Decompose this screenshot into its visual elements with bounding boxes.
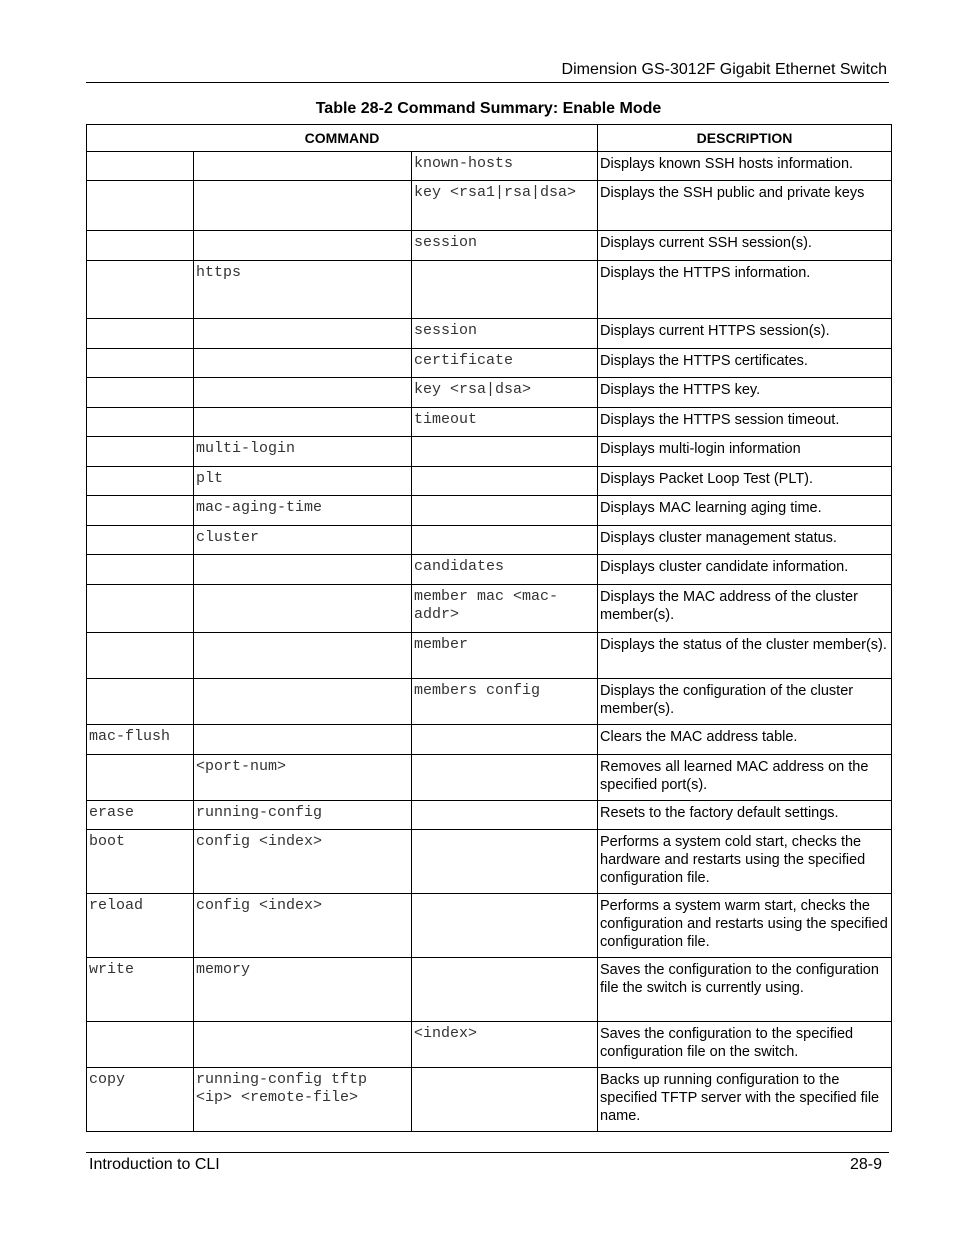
description-cell: Displays multi-login information xyxy=(598,437,892,467)
description-cell: Performs a system warm start, checks the configuration and restarts using the specified configuration file. xyxy=(598,894,892,958)
description-cell: Displays the HTTPS key. xyxy=(598,378,892,408)
description-cell: Displays the SSH public and private keys xyxy=(598,181,892,231)
description-cell: Displays MAC learning aging time. xyxy=(598,496,892,526)
description-cell: Displays current SSH session(s). xyxy=(598,231,892,261)
option-cell xyxy=(412,894,598,958)
table-row xyxy=(87,633,892,679)
option-cell xyxy=(412,1068,598,1132)
table-body xyxy=(87,152,892,1132)
option-cell xyxy=(412,755,598,801)
subcommand-cell xyxy=(194,181,412,231)
option-cell: members config xyxy=(412,679,598,725)
command-cell xyxy=(87,437,194,467)
subcommand-cell xyxy=(194,231,412,261)
description-cell: Displays the MAC address of the cluster member(s). xyxy=(598,585,892,633)
table-row xyxy=(87,958,892,1022)
command-cell xyxy=(87,585,194,633)
subcommand-cell: mac-aging-time xyxy=(194,496,412,526)
option-cell xyxy=(412,437,598,467)
option-cell xyxy=(412,496,598,526)
option-cell: certificate xyxy=(412,349,598,378)
subcommand-cell: config <index> xyxy=(194,830,412,894)
description-cell: Displays the HTTPS information. xyxy=(598,261,892,319)
table-row xyxy=(87,408,892,437)
option-cell: member xyxy=(412,633,598,679)
description-cell: Displays the HTTPS certificates. xyxy=(598,349,892,378)
description-cell: Saves the configuration to the configuration file the switch is currently using. xyxy=(598,958,892,1022)
description-cell: Backs up running configuration to the specified TFTP server with the specified file name. xyxy=(598,1068,892,1132)
table-row xyxy=(87,679,892,725)
subcommand-cell xyxy=(194,1022,412,1068)
subcommand-cell xyxy=(194,585,412,633)
command-cell xyxy=(87,633,194,679)
subcommand-cell xyxy=(194,378,412,408)
table-row xyxy=(87,261,892,319)
command-cell xyxy=(87,319,194,349)
table-row xyxy=(87,1068,892,1132)
command-cell xyxy=(87,555,194,585)
command-cell xyxy=(87,467,194,496)
command-cell xyxy=(87,231,194,261)
subcommand-cell xyxy=(194,349,412,378)
table-header-row xyxy=(87,125,892,152)
table-caption: Table 28-2 Command Summary: Enable Mode xyxy=(315,100,662,117)
command-cell xyxy=(87,261,194,319)
subcommand-cell: <port-num> xyxy=(194,755,412,801)
description-cell: Clears the MAC address table. xyxy=(598,725,892,755)
command-cell xyxy=(87,496,194,526)
description-cell: Saves the configuration to the specified configuration file on the switch. xyxy=(598,1022,892,1068)
command-cell xyxy=(87,679,194,725)
subcommand-cell xyxy=(194,319,412,349)
command-cell xyxy=(87,1022,194,1068)
command-cell xyxy=(87,181,194,231)
subcommand-cell xyxy=(194,679,412,725)
option-cell xyxy=(412,958,598,1022)
table-row xyxy=(87,231,892,261)
command-cell xyxy=(87,378,194,408)
option-cell: known-hosts xyxy=(412,152,598,181)
description-cell: Removes all learned MAC address on the specified port(s). xyxy=(598,755,892,801)
table-row xyxy=(87,152,892,181)
subcommand-cell: running-config tftp <ip> <remote-file> xyxy=(194,1068,412,1132)
command-cell: write xyxy=(87,958,194,1022)
table-row xyxy=(87,555,892,585)
footer-page-number: 28-9 xyxy=(849,1156,882,1173)
option-cell xyxy=(412,830,598,894)
description-cell: Displays current HTTPS session(s). xyxy=(598,319,892,349)
option-cell: key <rsa|dsa> xyxy=(412,378,598,408)
command-cell xyxy=(87,755,194,801)
description-cell: Displays the status of the cluster member(s). xyxy=(598,633,892,679)
subcommand-cell: running-config xyxy=(194,801,412,830)
subcommand-cell: multi-login xyxy=(194,437,412,467)
option-cell: <index> xyxy=(412,1022,598,1068)
description-cell: Resets to the factory default settings. xyxy=(598,801,892,830)
table-row xyxy=(87,725,892,755)
option-cell: candidates xyxy=(412,555,598,585)
command-cell: mac-flush xyxy=(87,725,194,755)
command-cell xyxy=(87,526,194,555)
command-cell xyxy=(87,349,194,378)
option-cell: session xyxy=(412,319,598,349)
subcommand-cell: cluster xyxy=(194,526,412,555)
option-cell: key <rsa1|rsa|dsa> xyxy=(412,181,598,231)
table-row xyxy=(87,755,892,801)
command-cell: boot xyxy=(87,830,194,894)
command-cell: reload xyxy=(87,894,194,958)
description-cell: Performs a system cold start, checks the hardware and restarts using the specified configuration file. xyxy=(598,830,892,894)
option-cell xyxy=(412,261,598,319)
subcommand-cell: config <index> xyxy=(194,894,412,958)
footer-section-title: Introduction to CLI xyxy=(89,1156,220,1173)
column-header-description: DESCRIPTION xyxy=(598,125,892,152)
subcommand-cell: https xyxy=(194,261,412,319)
subcommand-cell xyxy=(194,725,412,755)
table-row xyxy=(87,894,892,958)
option-cell: member mac <mac-addr> xyxy=(412,585,598,633)
table-row xyxy=(87,467,892,496)
command-summary-table xyxy=(86,124,892,1132)
subcommand-cell xyxy=(194,555,412,585)
subcommand-cell xyxy=(194,408,412,437)
table-row xyxy=(87,830,892,894)
table-row xyxy=(87,378,892,408)
option-cell xyxy=(412,526,598,555)
table-row xyxy=(87,526,892,555)
table-row xyxy=(87,349,892,378)
option-cell: session xyxy=(412,231,598,261)
description-cell: Displays the configuration of the cluster member(s). xyxy=(598,679,892,725)
table-row xyxy=(87,181,892,231)
subcommand-cell: memory xyxy=(194,958,412,1022)
subcommand-cell: plt xyxy=(194,467,412,496)
description-cell: Displays Packet Loop Test (PLT). xyxy=(598,467,892,496)
column-header-command: COMMAND xyxy=(87,125,598,152)
table-row xyxy=(87,319,892,349)
page-header-title: Dimension GS-3012F Gigabit Ethernet Switch xyxy=(561,61,887,78)
subcommand-cell xyxy=(194,633,412,679)
option-cell xyxy=(412,467,598,496)
footer-divider xyxy=(86,1152,889,1153)
subcommand-cell xyxy=(194,152,412,181)
option-cell xyxy=(412,725,598,755)
description-cell: Displays the HTTPS session timeout. xyxy=(598,408,892,437)
header-divider xyxy=(86,82,889,83)
table-row xyxy=(87,585,892,633)
description-cell: Displays cluster management status. xyxy=(598,526,892,555)
command-cell xyxy=(87,408,194,437)
table-row xyxy=(87,437,892,467)
option-cell: timeout xyxy=(412,408,598,437)
option-cell xyxy=(412,801,598,830)
table-row xyxy=(87,801,892,830)
description-cell: Displays cluster candidate information. xyxy=(598,555,892,585)
table-row xyxy=(87,1022,892,1068)
command-cell xyxy=(87,152,194,181)
command-cell: erase xyxy=(87,801,194,830)
description-cell: Displays known SSH hosts information. xyxy=(598,152,892,181)
table-row xyxy=(87,496,892,526)
command-cell: copy xyxy=(87,1068,194,1132)
